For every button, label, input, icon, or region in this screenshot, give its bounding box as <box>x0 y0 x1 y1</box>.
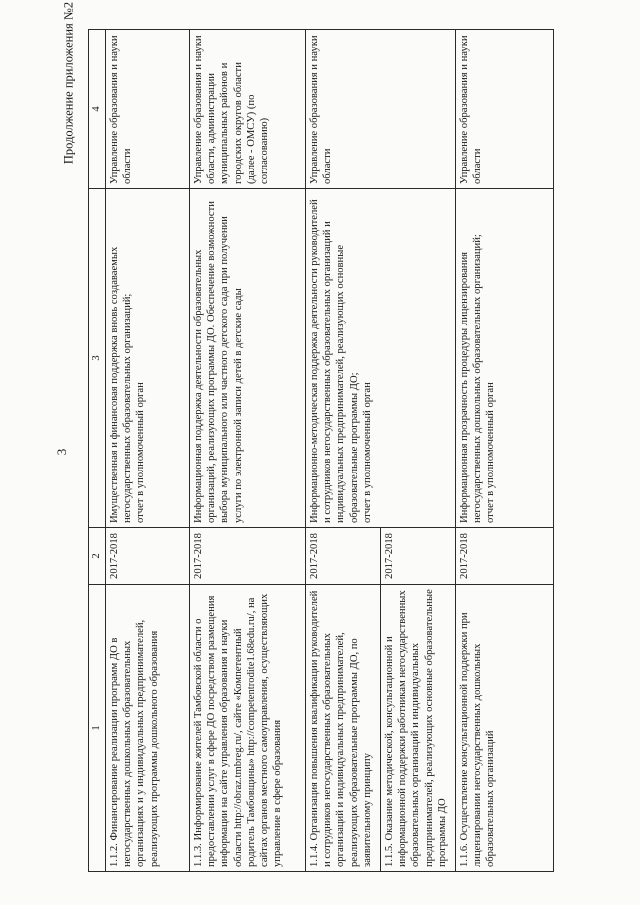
period-cell: 2017-2018 <box>381 528 456 585</box>
responsible-cell: Управление образования и науки области <box>306 30 456 189</box>
header-col-1: 1 <box>89 585 106 872</box>
measure-cell: 1.1.4. Организация повышения квалификации руководителей и сотрудников негосударственных образовательных организаций и индивидуальных предпринимателей, реализующих образовательные программы ДО, по заявительному принципу <box>306 585 381 872</box>
measure-cell: 1.1.5. Оказание методической, консультационной и информационной поддержки работникам негосударственных образовательных организаций и индивидуальных предпринимателей, реализующих основные образовательные программы ДО <box>381 585 456 872</box>
header-col-4: 4 <box>89 30 106 189</box>
table-row <box>190 30 306 872</box>
period-cell: 2017-2018 <box>456 528 554 585</box>
responsible-cell: Управление образования и науки области <box>106 30 190 189</box>
table-row <box>456 30 554 872</box>
result-cell: Имущественная и финансовая поддержка вновь создаваемых негосударственных образовательных организаций; отчет в уполномоченный орган <box>106 189 190 528</box>
period-cell: 2017-2018 <box>106 528 190 585</box>
table-row <box>306 30 381 872</box>
period-cell: 2017-2018 <box>306 528 381 585</box>
measure-cell: 1.1.6. Осуществление консультационной поддержки при лицензировании негосударственных дошкольных образовательных организаций <box>456 585 554 872</box>
header-col-3: 3 <box>89 189 106 528</box>
result-cell: Информационная прозрачность процедуры лицензирования негосударственных дошкольных образовательных организаций; отчет в уполномоченный орган <box>456 189 554 528</box>
measure-cell: 1.1.3. Информирование жителей Тамбовской области о предоставлении услуг в сфере ДО посредством размещения информации на сайте управления образования и науки области http://obraz.tmbreg.ru/, сайте «Компетентный родитель Тамбовщины» http://competentrodite1.68edu.ru/, на сайтах органов местного самоуправления, осуществляющих управление в сфере образования <box>190 585 306 872</box>
period-cell: 2017-2018 <box>190 528 306 585</box>
table-row <box>106 30 190 872</box>
page-number: 3 <box>54 448 69 456</box>
header-row <box>89 30 106 872</box>
responsible-cell: Управление образования и науки области <box>456 30 554 189</box>
result-cell: Информационная поддержка деятельности образовательных организаций, реализующих программы ДО. Обеспечение возможности выбора муниципального или частного детского сада при получении услуги по электронной записи детей в детские сады <box>190 189 306 528</box>
result-cell: Информационно-методическая поддержка деятельности руководителей и сотрудников негосударственных образовательных организаций и индивидуальных предпринимателей, реализующих основные образовательные программы ДО; отчет в уполномоченный орган <box>306 189 456 528</box>
responsible-cell: Управление образования и науки области, администрации муниципальных районов и городских округов области (далее - ОМСУ) (по согласованию) <box>190 30 306 189</box>
continuation-label: Продолжение приложения №2 <box>61 1 76 165</box>
measure-cell: 1.1.2. Финансирование реализации программ ДО в негосударственных дошкольных образовательных организациях и у индивидуальных предпринимателей, реализующих программы дошкольного образования <box>106 585 190 872</box>
measures-table <box>88 29 554 872</box>
rotated-table-container <box>88 30 554 872</box>
header-col-2: 2 <box>89 528 106 585</box>
